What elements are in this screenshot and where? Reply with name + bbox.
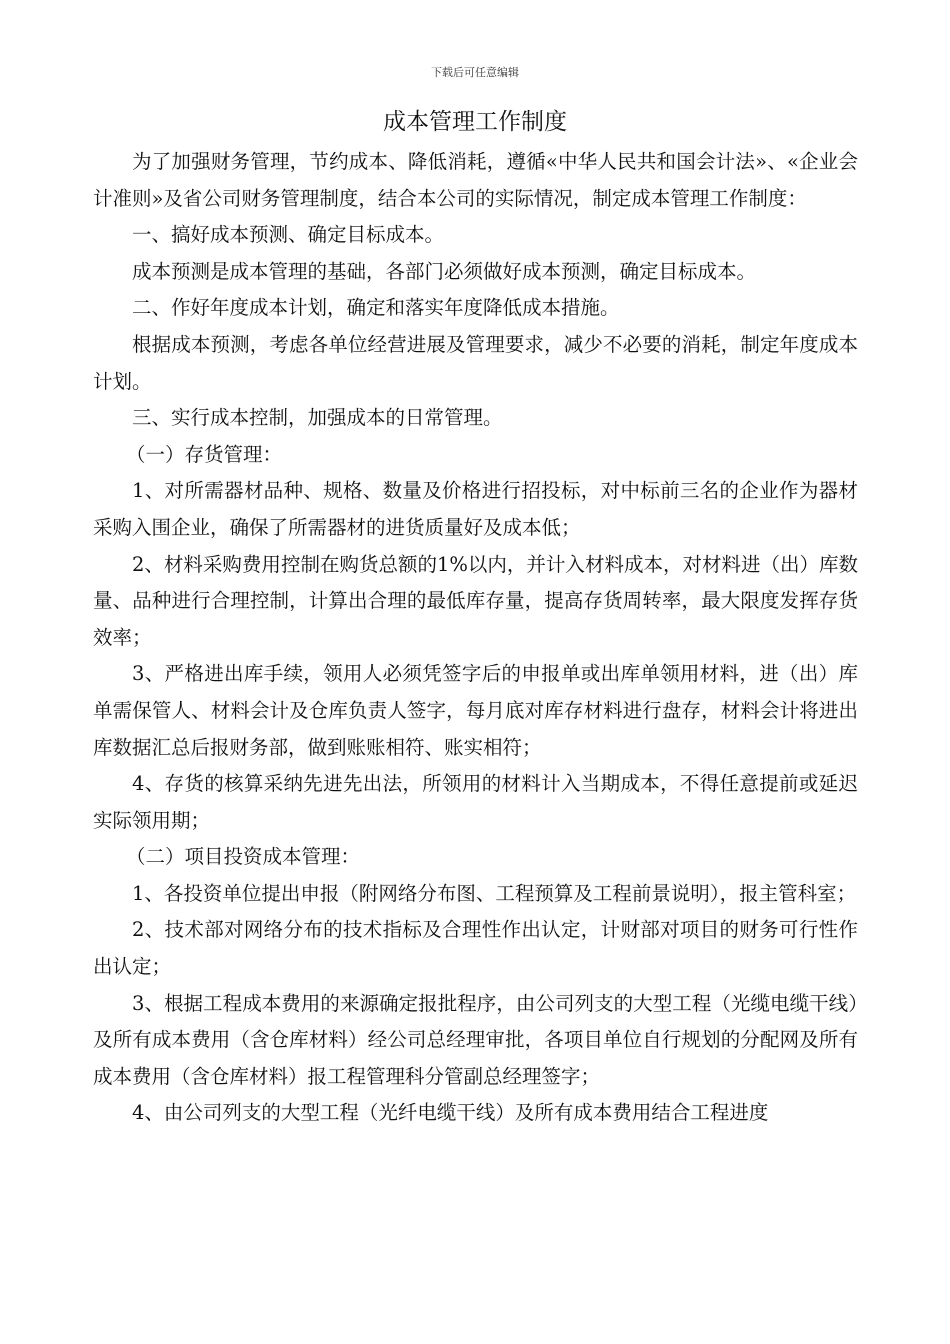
- section-heading-2: 二、作好年度成本计划，确定和落实年度降低成本措施。: [132, 296, 620, 320]
- header-note: 下载后可任意编辑: [431, 66, 519, 79]
- list-item: 3、严格进出库手续，领用人必须凭签字后的申报单或出库单领用材料，进（出）库单需保管人、材料会计及仓库负责人签字，每月底对库存材料进行盘存，材料会计将进出库数据汇总后报财务部，做到账账相符、账实相符；: [93, 662, 858, 759]
- list-item: 4、存货的核算采纳先进先出法，所领用的材料计入当期成本，不得任意提前或延迟实际领用期；: [93, 772, 858, 832]
- paragraph: 成本预测是成本管理的基础，各部门必须做好成本预测，确定目标成本。: [132, 259, 757, 283]
- list-item: 1、各投资单位提出申报（附网络分布图、工程预算及工程前景说明），报主管科室；: [132, 881, 857, 905]
- list-item: 4、由公司列支的大型工程（光纤电缆干线）及所有成本费用结合工程进度: [132, 1101, 769, 1125]
- section-heading-1: 一、搞好成本预测、确定目标成本。: [132, 223, 445, 247]
- list-item: 1、对所需器材品种、规格、数量及价格进行招投标，对中标前三名的企业作为器材采购入围企业，确保了所需器材的进货质量好及成本低；: [93, 479, 858, 539]
- list-item: 2、材料采购费用控制在购货总额的1%以内，并计入材料成本，对材料进（出）库数量、品种进行合理控制，计算出合理的最低库存量，提高存货周转率，最大限度发挥存货效率；: [93, 552, 858, 649]
- list-item: 2、技术部对网络分布的技术指标及合理性作出认定，计财部对项目的财务可行性作出认定；: [93, 918, 858, 979]
- document-title: 成本管理工作制度: [383, 109, 567, 135]
- list-item: 3、根据工程成本费用的来源确定报批程序，由公司列支的大型工程（光缆电缆干线）及所有成本费用（含仓库材料）经公司总经理审批，各项目单位自行规划的分配网及所有成本费用（含仓库材料）报工程管理科分管副总经理签字；: [93, 991, 858, 1088]
- paragraph: 根据成本预测，考虑各单位经营进展及管理要求，减少不必要的消耗，制定年度成本计划。: [93, 332, 858, 393]
- section-heading-3: 三、实行成本控制，加强成本的日常管理。: [132, 406, 503, 430]
- subsection-heading-1: （一）存货管理：: [126, 442, 283, 466]
- document-body: [93, 144, 858, 1132]
- subsection-heading-2: （二）项目投资成本管理：: [126, 845, 361, 869]
- paragraph-intro: 为了加强财务管理，节约成本、降低消耗，遵循«中华人民共和国会计法»、«企业会计准则»及省公司财务管理制度，结合本公司的实际情况，制定成本管理工作制度：: [93, 150, 858, 210]
